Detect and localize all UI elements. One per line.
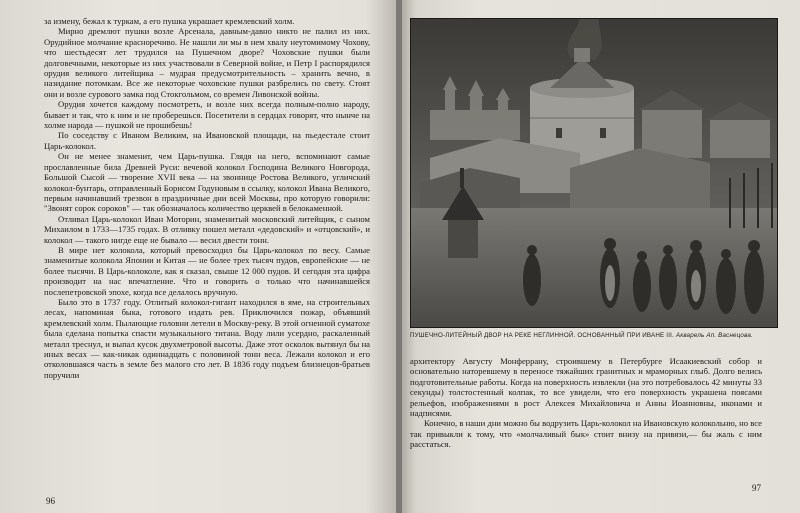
- figure-caption: [410, 332, 782, 340]
- paragraph: Он не менее знаменит, чем Царь-пушка. Глядя на него, вспоминают самые прославленные била Древней Руси: вечевой колокол Господина Великого Новгорода, Большой Сысой — творение XVII века — на звоннице Ростова Великого, угличский колокол-бунтарь, отправленный Борисом Годуновым в ссылку, колокол Ивана Великого, первым начинавший трезвон в праздничные дни всей Москвы, про которую говорили: "Звонят сорок сороков" — так обозначалось количество церквей в белокаменной.: [44, 151, 370, 214]
- paragraph: Орудия хочется каждому посмотреть, и возле них всегда полным-полно народу, бывает и так, что к ним и не проберешься. Посетители в сердцах говорят, что нынче на холме народа — пушкой не прошибешь!: [44, 99, 370, 131]
- left-page-text: [44, 16, 370, 380]
- right-page-text: [410, 356, 762, 450]
- caption-author: Акварель Ап. Васнецова.: [675, 332, 753, 339]
- caption-text: ПУШЕЧНО-ЛИТЕЙНЫЙ ДВОР НА РЕКЕ НЕГЛИННОЙ. ОСНОВАННЫЙ ПРИ ИВАНЕ III.: [410, 332, 674, 339]
- paragraph: Отливал Царь-колокол Иван Моторин, знаменитый московский литейщик, с сыном Михаилом в 1733—1735 годах. В отливку пошел металл «дедовский» и «отцовский», и колокол — такого нигде еще не бывало — весил двести тонн.: [44, 213, 370, 245]
- page-number-left: 96: [46, 496, 55, 506]
- paragraph: Мирно дремлют пушки возле Арсенала, давным-давно никто не палил из них. Орудийное молчание красноречиво. Не нашли ли мы в нем хвалу неутомимому Чохову, что шестьдесят лет трудился на Пушечном дворе? Чоховские пушки были долговечными, некоторые из них участвовали в Северной войне, и Петр I распорядился орудия великого литейщика – мудрая предусмотрительность – хранить вечно, в назидание потомкам. Все же некоторые чоховские пушки разбрелись по свету. Стоят они и возле сурового замка под Стокгольмом, со времен Ливонской войны.: [44, 26, 370, 99]
- paragraph: архитектору Августу Монферрану, строившему в Петербурге Исаакиевский собор и основательно натоpевшему в переносе тяжайших гранитных и мраморных глыб. Долго велись подготовительные работы. Когда на поверхность извлекли (на это потребовалось 42 минуты 33 секунды) толстостенный колпак, то все увидели, что его поверхность украшена поясами рельефов, изображениями в рост Алексея Михайловича и Анны Иоанновны, иконами и надписями.: [410, 356, 762, 419]
- paragraph: Было это в 1737 году. Отлитый колокол-гигант находился в яме, на строительных лесах, напоминая быка, готового издать рев. Приключился пожар, объявший кремлевский холм. Пылающие головни летели в Москву-реку. В этой огненной суматохе была сделана попытка спасти музыкального титана. Воду лили усердно, раскаленный металл треснул, и выпал кусок двухметровой высоты. Даже этот осколок вытянул бы на иных весах — как-никак одиннадцать с половиной тонн веса. Лежали колокол и его отколовшаяся часть в земле без малого сто лет. В 1836 году подъем близнецов-братьев поручили: [44, 296, 370, 380]
- book-gutter: [396, 0, 402, 513]
- paragraph: По соседству с Иваном Великим, на Ивановской площади, на пьедестале стоит Царь-колокол.: [44, 130, 370, 151]
- paragraph: Конечно, в наши дни можно бы водрузить Царь-колокол на Ивановскую колокольню, но все так привыкли к тому, что «молчаливый бык» стоит внизу на привязи,— бы жаль с ним расстаться.: [410, 418, 762, 450]
- paragraph: В мире нет колокола, который превосходил бы Царь-колокол по весу. Самые знаменитые колокола Японии и Китая — не более трех тысяч пудов, европейские — не более тысячи. В Царь-колоколе, как я сказал, свыше 12 000 пудов. И сегодня эта цифра производит на нас впечатление. Что и говорить о только что начинавшейся послепетровской эпохе, когда все делалось вручную.: [44, 244, 370, 297]
- page-number-right: 97: [752, 483, 761, 493]
- illustration-cannon-yard: [410, 18, 778, 328]
- watercolor-illustration: [410, 18, 778, 328]
- paragraph: за измену, бежал к туркам, а его пушка украшает кремлевский холм.: [44, 16, 295, 26]
